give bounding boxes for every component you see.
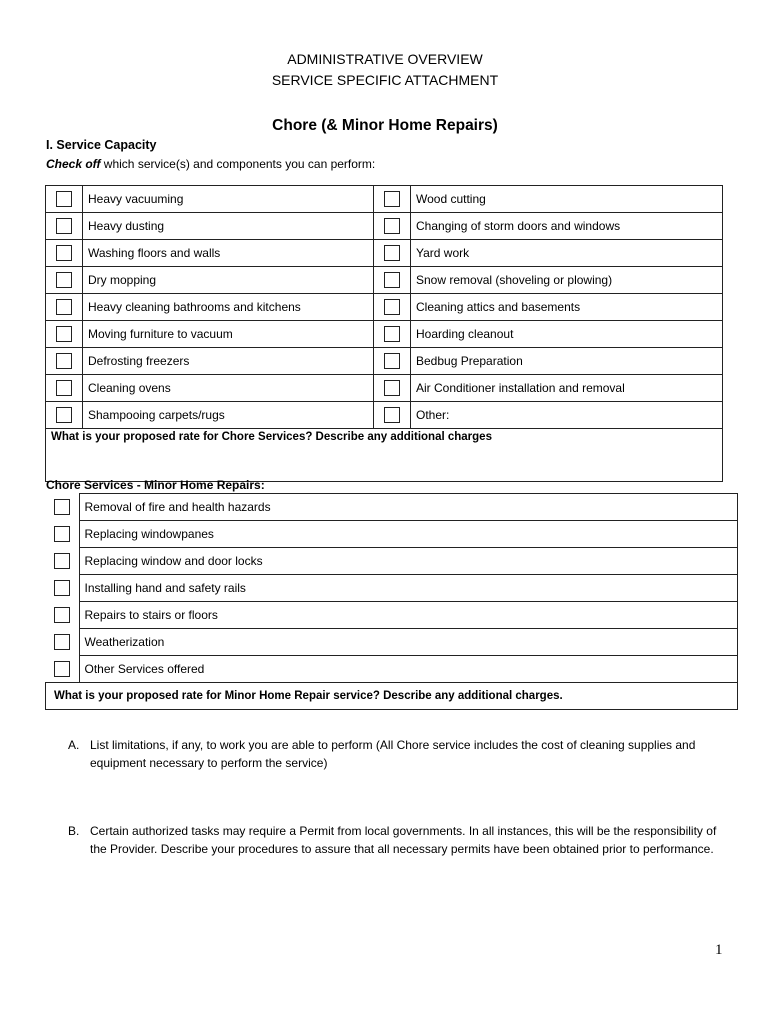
chore-rate-field[interactable]: What is your proposed rate for Chore Services? Describe any additional charges — [46, 429, 723, 482]
table-row — [46, 375, 723, 402]
checkbox[interactable] — [384, 191, 400, 207]
repair-item-label: Replacing windowpanes — [79, 521, 738, 548]
question-text: List limitations, if any, to work you are able to perform (All Chore service includes the cost of cleaning supplies and equipment necessary to perform the service) — [90, 738, 696, 770]
checkbox[interactable] — [56, 272, 72, 288]
table-row — [46, 548, 738, 575]
service-item-label: Heavy vacuuming — [83, 186, 374, 213]
table-row — [46, 213, 723, 240]
repair-item-label: Replacing window and door locks — [79, 548, 738, 575]
repair-item-label: Removal of fire and health hazards — [79, 494, 738, 521]
doc-header-line1: ADMINISTRATIVE OVERVIEW — [287, 51, 483, 67]
checkbox[interactable] — [56, 245, 72, 261]
doc-header-line2: SERVICE SPECIFIC ATTACHMENT — [271, 72, 499, 88]
checkbox[interactable] — [54, 607, 70, 623]
checkbox[interactable] — [56, 191, 72, 207]
page-number: 1 — [715, 942, 723, 958]
service-capacity-table — [45, 185, 723, 482]
checkbox[interactable] — [384, 272, 400, 288]
service-item-label: Air Conditioner installation and removal — [411, 375, 723, 402]
repair-rate-field[interactable]: What is your proposed rate for Minor Home Repair service? Describe any additional charges. — [46, 683, 738, 710]
question-letter: A. — [68, 738, 80, 752]
table-row — [46, 294, 723, 321]
checkbox[interactable] — [54, 580, 70, 596]
repair-item-label: Weatherization — [79, 629, 738, 656]
service-item-label: Heavy dusting — [83, 213, 374, 240]
table-row — [46, 321, 723, 348]
table-row — [46, 521, 738, 548]
service-item-label: Hoarding cleanout — [411, 321, 723, 348]
checkbox[interactable] — [54, 526, 70, 542]
table-row — [46, 629, 738, 656]
question-letter: B. — [68, 824, 80, 838]
table-row — [46, 494, 738, 521]
table-row — [46, 402, 723, 429]
checkbox[interactable] — [384, 380, 400, 396]
checkbox[interactable] — [54, 634, 70, 650]
service-item-label: Dry mopping — [83, 267, 374, 294]
question-a — [68, 736, 718, 772]
question-text: Certain authorized tasks may require a Permit from local governments. In all instances, this will be the responsibility of the Provider. Describe your procedures to assure that all necessary permits have been obtained prior to performance. — [90, 824, 717, 856]
checkbox[interactable] — [56, 380, 72, 396]
checkbox[interactable] — [384, 218, 400, 234]
service-item-label: Wood cutting — [411, 186, 723, 213]
table-row — [46, 602, 738, 629]
checkbox[interactable] — [56, 407, 72, 423]
checkbox[interactable] — [56, 353, 72, 369]
table-row — [46, 656, 738, 683]
table-row — [46, 575, 738, 602]
repair-item-label: Other Services offered — [79, 656, 738, 683]
service-item-label: Moving furniture to vacuum — [83, 321, 374, 348]
minor-home-repairs-title: Chore Services - Minor Home Repairs: — [46, 478, 265, 492]
checkbox[interactable] — [56, 299, 72, 315]
checkbox[interactable] — [384, 407, 400, 423]
table-row — [46, 683, 738, 710]
service-item-label: Bedbug Preparation — [411, 348, 723, 375]
table-row — [46, 240, 723, 267]
service-capacity-title: I. Service Capacity — [46, 138, 157, 152]
repair-item-label: Repairs to stairs or floors — [79, 602, 738, 629]
table-row — [46, 429, 723, 482]
repair-item-label: Installing hand and safety rails — [79, 575, 738, 602]
service-item-label: Defrosting freezers — [83, 348, 374, 375]
table-row — [46, 186, 723, 213]
question-b — [68, 822, 718, 858]
table-row — [46, 267, 723, 294]
checkbox[interactable] — [56, 326, 72, 342]
table-row — [46, 348, 723, 375]
doc-subtitle: Chore (& Minor Home Repairs) — [272, 117, 498, 134]
checkbox[interactable] — [384, 299, 400, 315]
service-item-label: Yard work — [411, 240, 723, 267]
minor-home-repairs-table — [45, 493, 738, 710]
instruction-rest: which service(s) and components you can perform: — [100, 157, 376, 171]
checkbox[interactable] — [384, 245, 400, 261]
service-item-label: Washing floors and walls — [83, 240, 374, 267]
service-item-label: Cleaning ovens — [83, 375, 374, 402]
checkbox[interactable] — [384, 353, 400, 369]
service-item-label: Heavy cleaning bathrooms and kitchens — [83, 294, 374, 321]
service-item-label: Changing of storm doors and windows — [411, 213, 723, 240]
instruction-emphasis: Check off — [46, 157, 101, 171]
checkbox[interactable] — [56, 218, 72, 234]
service-item-label: Other: — [411, 402, 723, 429]
service-capacity-instruction — [46, 157, 375, 171]
service-item-label: Snow removal (shoveling or plowing) — [411, 267, 723, 294]
checkbox[interactable] — [54, 499, 70, 515]
checkbox[interactable] — [384, 326, 400, 342]
service-item-label: Cleaning attics and basements — [411, 294, 723, 321]
checkbox[interactable] — [54, 661, 70, 677]
service-item-label: Shampooing carpets/rugs — [83, 402, 374, 429]
checkbox[interactable] — [54, 553, 70, 569]
